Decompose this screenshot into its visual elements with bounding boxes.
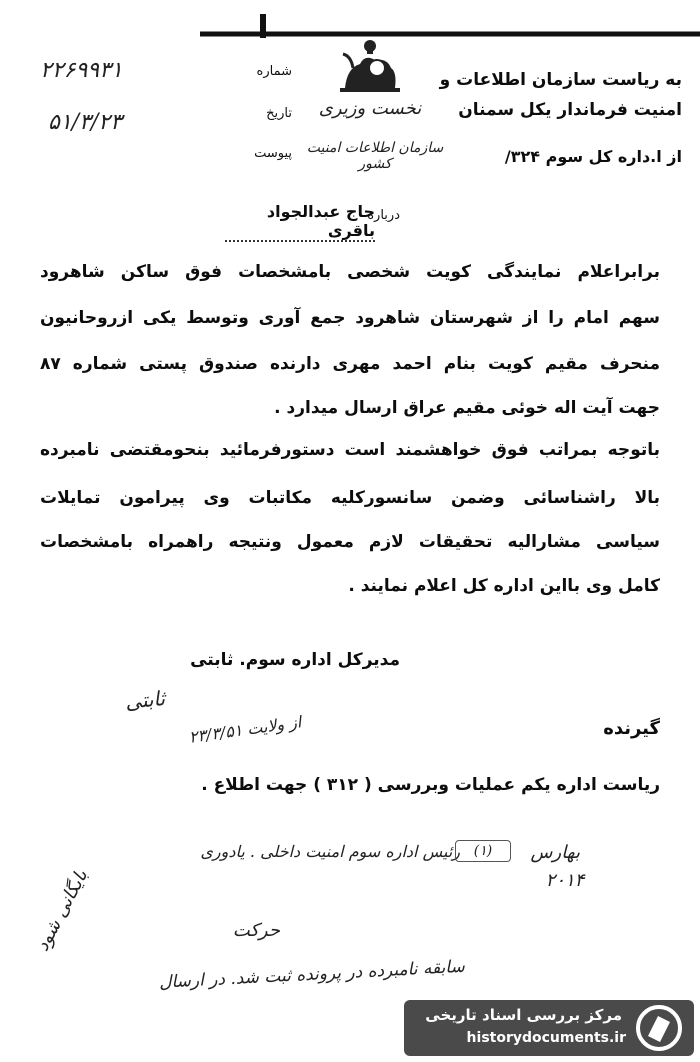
cc-text: ریاست اداره یکم عملیات وبررسی ( ۳۱۲ ) جهت اطلاع . [201, 775, 660, 795]
handwritten-number: ۲۰۱۴ [545, 870, 585, 891]
handwritten-date-note: از ولایت ۲۳/۳/۵۱ [187, 712, 303, 747]
body-line-3: منحرف مقیم کویت بنام احمد مهری دارنده صندوق پستی شماره ۸۷ [40, 354, 660, 374]
handwritten-note-1: رئیس اداره سوم امنیت داخلی . یادوری [200, 842, 460, 861]
footer-brand: مرکز بررسی اسناد تاریخی [425, 1006, 622, 1024]
handwritten-mark: (۱) [455, 840, 511, 862]
handwritten-note-5: بایگانی شود [31, 866, 93, 955]
attachment-label: پیوست [254, 146, 292, 161]
cc-title: گیرنده [603, 718, 660, 739]
lion-and-sun-emblem-icon [325, 38, 415, 96]
subject-label: درباره [367, 208, 400, 223]
handwritten-prefix: بهارس [530, 842, 580, 863]
body-line-7: سیاسی مشارالیه تحقیقات لازم معمول ونتیجه راهمراه بامشخصات [40, 532, 660, 552]
number-value: ۲۲۶۹۹۳۱ [40, 58, 123, 83]
handwritten-note-3: حرکت [232, 920, 280, 941]
ministry-title: نخست وزیری [318, 98, 422, 119]
date-label: تاریخ [266, 106, 292, 121]
body-line-2: سهم امام را از شهرستان شاهرود جمع آوری وتوسط یکی ازروحانیون [40, 308, 660, 328]
from-line: از ا.داره کل سوم ۳۲۴/ [504, 147, 682, 166]
organization-name: سازمان اطلاعات امنیت کشور [306, 140, 444, 172]
body-line-5: باتوجه بمراتب فوق خواهشمند است دستورفرمائید بنحومقتضی نامبرده [40, 440, 660, 460]
body-line-4: جهت آیت اله خوئی مقیم عراق ارسال میدارد . [274, 398, 660, 418]
handwritten-note-4: سابقه نامبرده در پرونده ثبت شد. در ارسال [158, 956, 466, 993]
body-line-6: بالا راشناسائی وضمن سانسورکلیه مکاتبات وی پیرامون تمایلات [40, 488, 660, 508]
footer-url: historydocuments.ir [466, 1030, 626, 1046]
handwritten-signature: ثابتی [123, 685, 167, 715]
body-line-8: کامل وی بااین اداره کل اعلام نمایند . [348, 576, 660, 596]
subject-text: حاج عبدالجواد باقری [225, 202, 375, 242]
date-value: ۵۱/۳/۲۳ [48, 110, 122, 135]
recipient-line-1: به ریاست سازمان اطلاعات و [439, 70, 682, 90]
book-logo-icon [632, 1004, 686, 1052]
recipient-line-2: امنیت فرماندار یکل سمنان [458, 100, 682, 120]
body-line-1: برابراعلام نمایندگی کویت شخصی بامشخصات فوق ساکن شاهرود [40, 262, 660, 282]
top-redaction-bar [200, 28, 700, 40]
top-redaction-mark [260, 14, 266, 38]
signer-name: مدیرکل اداره سوم. ثابتی [190, 650, 400, 670]
number-label: شماره [256, 64, 292, 79]
